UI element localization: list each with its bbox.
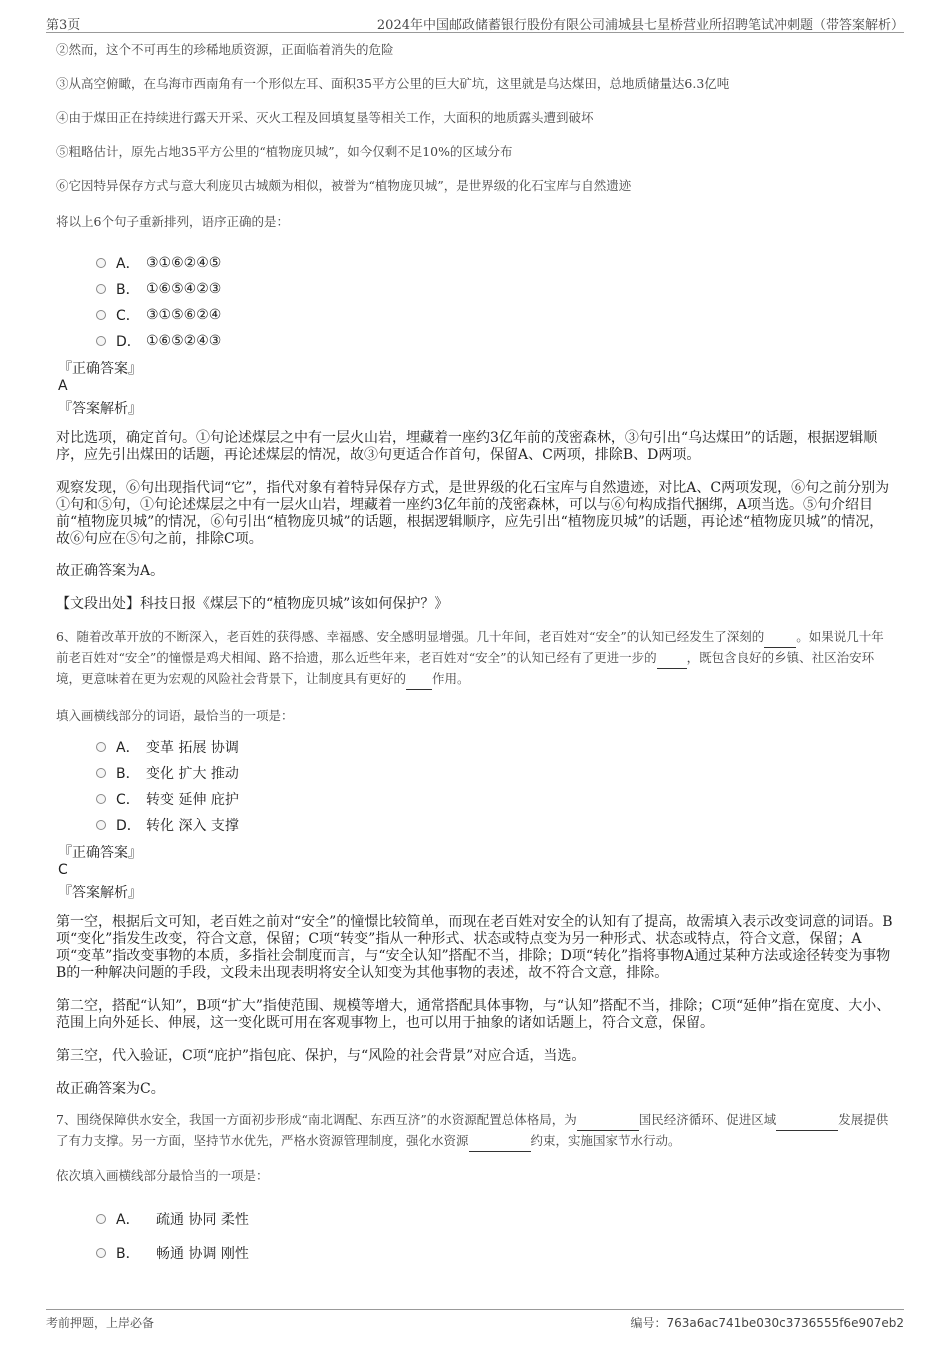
correct-answer: C xyxy=(58,862,68,878)
answer-label: 『正确答案』 xyxy=(58,361,142,377)
analysis-block xyxy=(56,430,896,613)
question-6 xyxy=(56,627,896,1098)
option-a[interactable]: A． ③①⑥②④⑤ xyxy=(96,250,896,276)
radio-icon[interactable] xyxy=(96,284,106,294)
question-stem: 6、随着改革开放的不断深入，老百姓的获得感、幸福感、安全感明显增强。几十年间，老百姓对“安全”的认知已经发生了深刻的 。如果说几十年前老百姓对“安全”的憧憬是鸡犬相闻、路不拾遗，那么近些年来，老百姓对“安全”的认知已经有了更进一步的 ，既包含良好的乡镇、社区治安环境，更意味着在更为宏观的风险社会背景下，让制度具有更好的 作用。 xyxy=(56,627,896,690)
radio-icon[interactable] xyxy=(96,768,106,778)
correct-answer: A xyxy=(58,378,68,394)
footer-slogan: 考前押题，上岸必备 xyxy=(46,1316,155,1330)
question-prompt: 填入画横线部分的词语，最恰当的一项是： xyxy=(56,708,294,723)
radio-icon[interactable] xyxy=(96,1248,106,1258)
source-note: 【文段出处】科技日报《煤层下的“植物庞贝城”该如何保护？》 xyxy=(56,596,449,612)
radio-icon[interactable] xyxy=(96,742,106,752)
sentence-item: ④由于煤田正在持续进行露天开采、灭火工程及回填复垦等相关工作，大面积的地质露头遭到破坏 xyxy=(56,110,594,125)
option-a[interactable]: A． 疏通 协同 柔性 xyxy=(96,1202,896,1236)
analysis-block xyxy=(56,914,896,1098)
question-prompt: 依次填入画横线部分最恰当的一项是： xyxy=(56,1168,269,1183)
analysis-paragraph: 第二空，搭配“认知”，B项“扩大”指使范围、规模等增大，通常搭配具体事物，与“认知”搭配不当，排除；C项“延伸”指在宽度、大小、范围上向外延长、伸展，这一变化既可用在客观事物上，也可以用于抽象的诸如话题上，符合文意，保留。 xyxy=(56,998,891,1031)
sentence-item: ⑤粗略估计，原先占地35平方公里的“植物庞贝城”，如今仅剩不足10%的区域分布 xyxy=(56,144,513,159)
options-list xyxy=(96,250,896,354)
option-c[interactable]: C． ③①⑤⑥②④ xyxy=(96,302,896,328)
question-prompt: 将以上6个句子重新排列，语序正确的是： xyxy=(56,214,289,229)
radio-icon[interactable] xyxy=(96,258,106,268)
radio-icon[interactable] xyxy=(96,820,106,830)
question-7 xyxy=(56,1110,896,1270)
document-title: 2024年中国邮政储蓄银行股份有限公司浦城县七星桥营业所招聘笔试冲刺题（带答案解析） xyxy=(376,18,904,33)
document-code: 编号：763a6ac741be030c3736555f6e907eb2 xyxy=(630,1316,904,1330)
radio-icon[interactable] xyxy=(96,1214,106,1224)
option-a[interactable]: A． 变革 拓展 协调 xyxy=(96,734,896,760)
option-d[interactable]: D． 转化 深入 支撑 xyxy=(96,812,896,838)
option-d[interactable]: D． ①⑥⑤②④③ xyxy=(96,328,896,354)
analysis-paragraph: 第三空，代入验证，C项“庇护”指包庇、保护，与“风险的社会背景”对应合适，当选。 xyxy=(56,1048,586,1064)
answer-label: 『正确答案』 xyxy=(58,845,142,861)
sentence-item: ②然而，这个不可再生的珍稀地质资源，正面临着消失的危险 xyxy=(56,42,394,57)
question-5 xyxy=(56,40,896,613)
analysis-paragraph: 故正确答案为A。 xyxy=(56,563,165,579)
answer-blank xyxy=(406,669,432,690)
answer-blank xyxy=(577,1110,639,1131)
page-header xyxy=(46,12,904,33)
radio-icon[interactable] xyxy=(96,794,106,804)
option-b[interactable]: B． ①⑥⑤④②③ xyxy=(96,276,896,302)
radio-icon[interactable] xyxy=(96,336,106,346)
option-c[interactable]: C． 转变 延伸 庇护 xyxy=(96,786,896,812)
analysis-paragraph: 观察发现，⑥句出现指代词“它”，指代对象有着特异保存方式，是世界级的化石宝库与自然遗迹，对比A、C两项发现，⑥句之前分别为①句和⑤句，①句论述煤层之中有一层火山岩，埋藏着一座约3亿年前的茂密森林，可以与⑥句构成指代捆绑，A项当选。⑤句介绍目前“植物庞贝城”的情况，⑥句引出“植物庞贝城”的话题，根据逻辑顺序，应先引出“植物庞贝城”的话题，再论述“植物庞贝城”的情况，故⑥句应在⑤句之前，排除C项。 xyxy=(56,480,890,547)
page-footer xyxy=(46,1309,904,1332)
option-b[interactable]: B． 畅通 协调 刚性 xyxy=(96,1236,896,1270)
analysis-label: 『答案解析』 xyxy=(58,401,142,417)
radio-icon[interactable] xyxy=(96,310,106,320)
question-stem: 7、围绕保障供水安全，我国一方面初步形成“南北调配、东西互济”的水资源配置总体格局，为 国民经济循环、促进区域 发展提供了有力支撑。另一方面，坚持节水优先，严格水资源管理制度，强化水资源 约束，实施国家节水行动。 xyxy=(56,1110,896,1152)
answer-blank xyxy=(764,627,796,648)
analysis-paragraph: 第一空，根据后文可知，老百姓之前对“安全”的憧憬比较简单，而现在老百姓对安全的认知有了提高，故需填入表示改变词意的词语。B项“变化”指发生改变，符合文意，保留；C项“转变”指从一种形式、状态或特点变为另一种形式、状态或特点，符合文意，保留；A项“变革”指改变事物的本质，多指社会制度而言，与“安全认知”搭配不当，排除；D项“转化”指将事物A通过某种方法或途径转变为事物B的一种解决问题的手段，文段未出现表明将安全认知变为其他事物的表述，故不符合文意，排除。 xyxy=(56,914,893,981)
option-b[interactable]: B． 变化 扩大 推动 xyxy=(96,760,896,786)
options-list xyxy=(96,734,896,838)
sentence-item: ③从高空俯瞰，在乌海市西南角有一个形似左耳、面积35平方公里的巨大矿坑，这里就是乌达煤田，总地质储量达6.3亿吨 xyxy=(56,76,730,91)
analysis-label: 『答案解析』 xyxy=(58,885,142,901)
document-body xyxy=(56,40,896,1270)
answer-blank xyxy=(657,648,687,669)
options-list xyxy=(96,1202,896,1270)
sentence-item: ⑥它因特异保存方式与意大利庞贝古城颇为相似，被誉为“植物庞贝城”，是世界级的化石宝库与自然遗迹 xyxy=(56,178,632,193)
analysis-paragraph: 故正确答案为C。 xyxy=(56,1081,165,1097)
answer-blank xyxy=(776,1110,838,1131)
page-number: 第3页 xyxy=(46,18,81,33)
answer-blank xyxy=(469,1131,531,1152)
analysis-paragraph: 对比选项，确定首句。①句论述煤层之中有一层火山岩，埋藏着一座约3亿年前的茂密森林，③句引出“乌达煤田”的话题，根据逻辑顺序，应先引出煤田的话题，再论述煤层的情况，故③句更适合作首句，保留A、C两项，排除B、D两项。 xyxy=(56,430,878,463)
